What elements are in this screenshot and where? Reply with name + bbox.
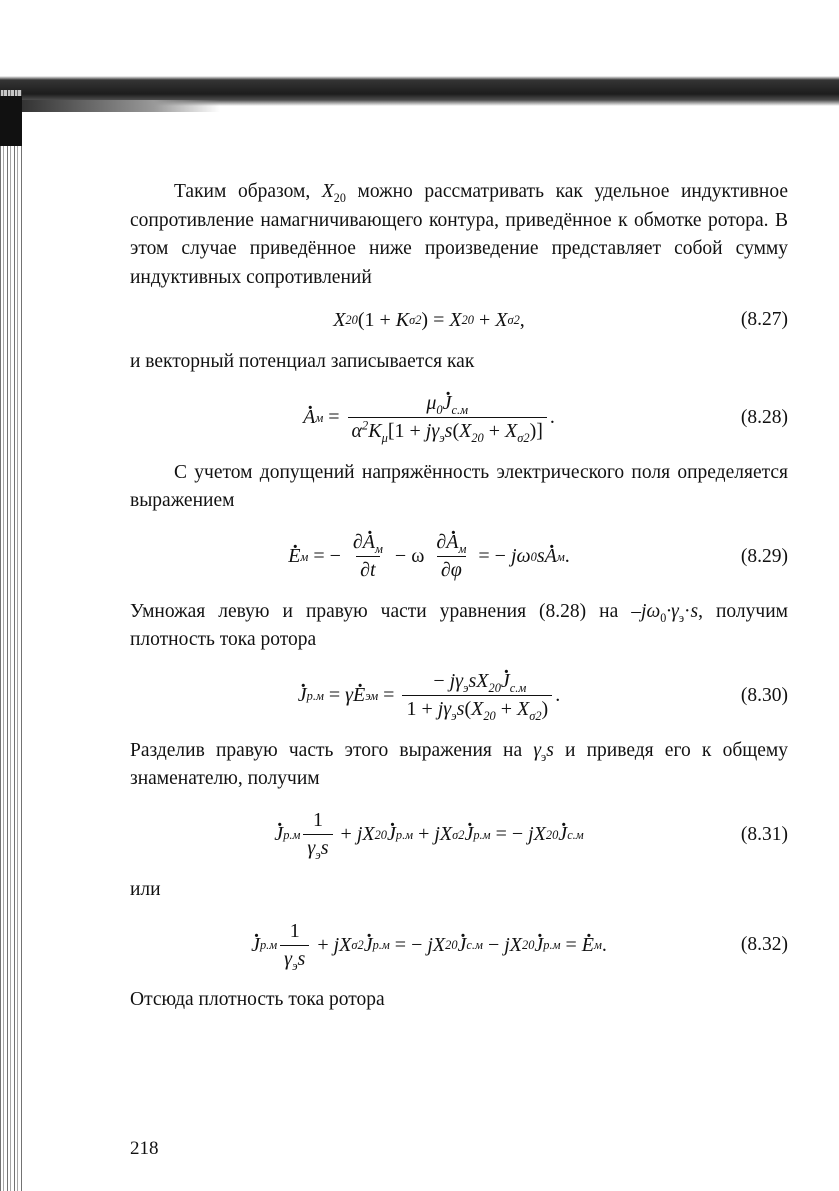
- paragraph-6: или: [130, 878, 161, 900]
- equation-8-29: [130, 516, 788, 598]
- paragraph-4: Умножая левую и правую части уравнения (8.28) на $-j\omega_0\cdot\gamma_э\cdot s$, получим плотность тока ротора: [130, 600, 793, 650]
- scan-artifact-top-tail: [0, 100, 220, 112]
- equation-8-30: [130, 655, 788, 737]
- equation-number: (8.28): [740, 406, 788, 428]
- paragraph-1: Таким образом, $X_{20}$ можно рассматривать как удельное индуктивное сопротивление намагничивающего контура, приведённое к обмотке ротора. В этом случае приведённое ниже произведение представляет собой сумму индуктивных сопротивлений: [130, 181, 793, 288]
- paragraph-3: С учетом допущений напряжённость электрического поля определяется выражением: [130, 461, 788, 511]
- paragraph-7: Отсюда плотность тока ротора: [130, 989, 385, 1010]
- equation-8-31: [130, 794, 788, 876]
- equation-number: (8.27): [740, 309, 788, 330]
- page-number: 218: [130, 1138, 159, 1159]
- paragraph-2: и векторный потенциал записывается как: [130, 351, 475, 372]
- equation-8-27: [130, 292, 788, 348]
- equation-8-30-body: J . р.м = γ E . эм = $\frac{- j\gamma_эsX_{20}J ._{с.м}}{1 + j\gamma_эs(X_{20} + X_{\sigma 2})}$ .: [130, 670, 728, 721]
- equation-8-29-body: E . м = − $\frac{\partial A ._м}{\partial t}$ − ω $\frac{\partial A ._м}{\partial\varphi}$ = − jω 0 s A . м .: [130, 531, 728, 582]
- equation-number: (8.32): [740, 934, 788, 955]
- equation-8-32-body: J . р.м $\frac{1}{\gamma_эs}$ + jX σ2 J . р.м = − jX 20 J . с.м − jX 20 J . р.м = E . м .: [130, 920, 728, 971]
- equation-8-28-body: A . м = $\frac{\mu_0J ._{с.м}}{\alpha^2K_\mu[1 + j\gamma_эs(X_{20} + X_{\sigma 2})]}$ .: [130, 392, 728, 443]
- equation-8-27-body: X 20 ( 1 + K σ2 ) = X 20 + X σ2 ,: [333, 308, 525, 331]
- paragraph-5: Разделив правую часть этого выражения на $\gamma_эs$ и приведя его к общему знаменателю, получим: [130, 739, 793, 789]
- page-body: [130, 178, 793, 1015]
- scan-artifact-left: [0, 90, 22, 1191]
- equation-8-28: [130, 377, 788, 459]
- equation-8-32: [130, 904, 788, 986]
- equation-number: (8.30): [740, 684, 788, 706]
- equation-8-31-body: J . р.м $\frac{1}{\gamma_эs}$ + jX 20 J . р.м + jX σ2 J . р.м = − jX 20 J . с.м: [130, 809, 728, 860]
- equation-number: (8.29): [740, 545, 788, 567]
- scan-artifact-corner: [0, 96, 22, 146]
- equation-number: (8.31): [740, 823, 788, 845]
